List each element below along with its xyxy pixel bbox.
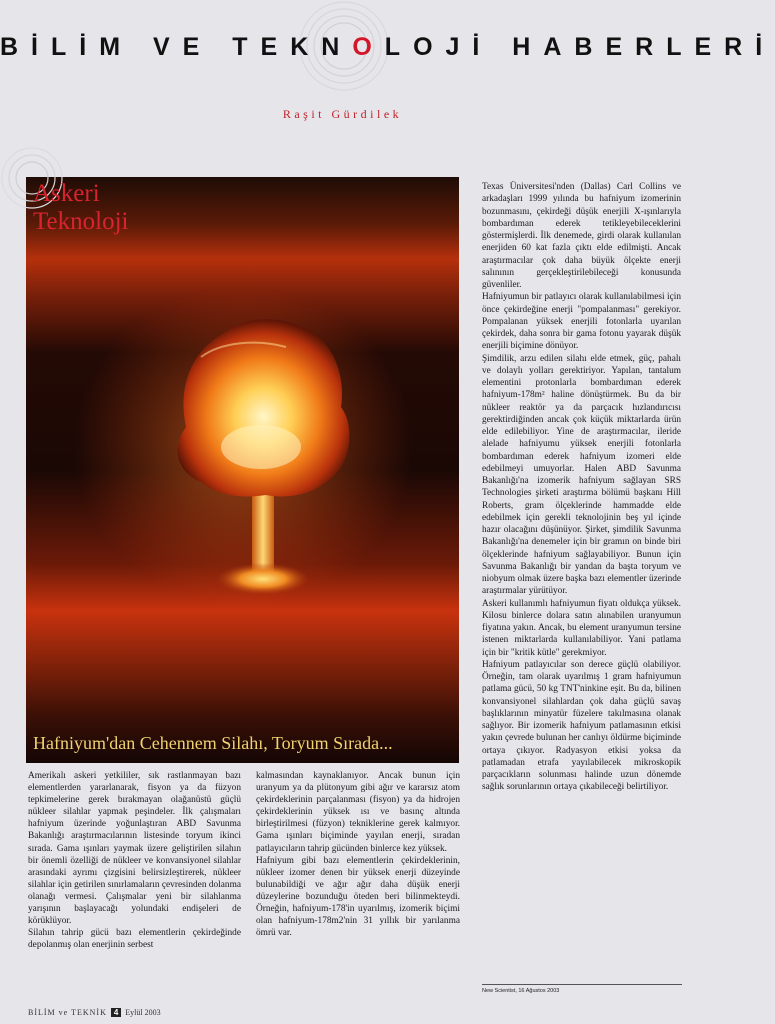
- page-footer: [28, 1008, 161, 1017]
- paragraph: Askeri kullanımlı hafniyumun fiyatı oldukça yüksek. Kilosu binlerce dolara satın alınabilen uranyumun fiyatına yakın. Ancak, bu element uranyumun tersine istenen miktarlarda kullanılabiliyor. Yani patlama için bir "kritik kütle" gerekmiyor.: [482, 598, 681, 658]
- category-label: [33, 180, 128, 236]
- paragraph: Şimdilik, arzu edilen silahı elde etmek, güç, pahalı ve dolaylı yolları gerektiriyor. Yapılan, tantalum elementini protonlarla bombardıman ederek hafniyum-178m² haline dönüştürmek. Bu da bir nükleer reaktör ya da parçacık hızlandırıcısı gerektirdiğinden ancak çok küçük miktarlarda ürün elde edilebiliyor. Yine de araştırmacılar, ileride alelade hafniyumu yüksek enerjili fotonlarla bombardıman ederek hafniyum izomeri elde edebilmeyi umuyorlar. Halen ABD Savunma Bakanlığı'na izomerik hafniyum sağlayan SRS Technologies şirketi araştırma bölümü başkanı Hill Roberts, gram ölçeklerinde hammadde elde edebilmek için gerekli teknolojinin beş yıl içinde hazır olacağını düşünüyor. Şirket, şimdilik Savunma Bakanlığı'na denemeler için bir gramın on binde biri ölçeklerinde hafniyum sağlayabiliyor. Bunun için Savunma Bakanlığı bir yandan da başta toryum ve niobyum olmak üzere başka bazı elementler üzerinde araştırmalar yürütüyor.: [482, 353, 681, 597]
- section-title-part2: LOJİ HABERLERİ: [384, 33, 775, 61]
- section-title-o: O: [352, 33, 385, 61]
- paragraph: Texas Üniversitesi'nden (Dallas) Carl Collins ve arkadaşları 1999 yılında bu hafniyum izomerinin bozunmasını, çekirdeği düşük enerjili X-ışınlarıyla bombardıman ederek tetikleyebileceklerini göstermişlerdi. İlk denemede, girdi olarak kullanılan enerjiden 60 kat fazla çıktı elde edilmişti. Ancak araştırmacılar çok daha büyük ölçekte enerji salınının gerçekleştirilebileceği konusunda güvenliler.: [482, 182, 681, 290]
- section-title-part1: BİLİM VE TEKN: [0, 33, 353, 61]
- paragraph: Silahın tahrip gücü bazı elementlerin çekirdeğinde depolanmış olan enerjinin serbest: [28, 928, 241, 951]
- category-label-line1: Askeri: [33, 180, 100, 207]
- source-credit: New Scientist, 16 Ağustos 2003: [482, 988, 560, 994]
- paragraph: kalmasından kaynaklanıyor. Ancak bunun için uranyum ya da plütonyum gibi ağır ve kararsız atom çekirdeklerinin parçalanması (fisyon) ya da hidrojen çekirdeklerinin yüksek ısı ve basınç altında birleştirilmesi (füzyon) tekniklerine gerek kalmıyor. Gama ışınları biçiminde yayılan enerji, sıradan patlayıcıların tahrip gücünden binlerce kez yüksek.: [256, 771, 460, 854]
- mushroom-cloud-image: [26, 177, 459, 763]
- source-divider: [482, 984, 682, 985]
- paragraph: Hafniyumun bir patlayıcı olarak kullanılabilmesi için önce çekirdeğine enerji "pompalanması" gerekiyor. Pompalanan yüksek enerjili fotonlarla uyarılan çekirdek, daha sonra bir gama fotonu yayarak düşük enerjili biçimine dönüyor.: [482, 292, 681, 352]
- article-caption: Hafniyum'dan Cehennem Silahı, Toryum Sırada...: [33, 733, 393, 753]
- page-number: 4: [111, 1008, 121, 1017]
- section-title: [0, 33, 775, 62]
- article-column-left: [28, 770, 241, 951]
- paragraph: Amerikalı askeri yetkililer, sık rastlanmayan bazı elementlerden yararlanarak, fisyon ya da füzyon tepkimelerine gerek bırakmayan olağanüstü güçlü nükleer silahlar yapmak peşindeler. İlk çalışmaları hafniyum üzerinde yoğunlaştıran ABD Savunma Bakanlığı araştırmacılarının listesinde toryum ikinci sırada. Gama ışınları yaymak üzere geliştirilen silahın bir önemli özelliği de nükleer ve konvansiyonel silahlar arasındaki ayrımı çizgisini belirsizleştirerek, nükleer silahlar için getirilen sınırlamaların çevresinden dolanma olanağı vermesi. Çalışmalar yeni bir silahlanma yarışının başlayacağı yolundaki endişeleri de körüklüyor.: [28, 771, 242, 927]
- article-column-middle: [256, 770, 460, 939]
- issue-date: Eylül 2003: [125, 1008, 161, 1017]
- author-name: Raşit Gürdilek: [282, 107, 403, 121]
- article-column-right: [482, 181, 681, 794]
- mushroom-cloud-illustration: [26, 177, 459, 763]
- magazine-brand: BİLİM ve TEKNİK: [28, 1008, 107, 1017]
- paragraph: Hafniyum gibi bazı elementlerin çekirdeklerinin, nükleer izomer denen bir yüksek enerji düzeyinde bulunabildiği ve ağır ağır daha düşük enerji düzeylerine bozunduğu öteden beri bilinmekteydi. Örneğin, hafniyum-178'in uyarılmış, izomerik biçimi olan hafniyum-178m2'nin 31 yıllık bir yarılanma ömrü var.: [256, 855, 460, 939]
- category-label-line2: Teknoloji: [33, 208, 129, 235]
- paragraph: Hafniyum patlayıcılar son derece güçlü olabiliyor. Örneğin, tam olarak uyarılmış 1 gram hafniyumun patlama gücü, 50 kg TNT'ninkine eşit. Bu da, bilinen konvansiyonel silahlardan çok daha güçlü savaş başlıklarının minyatür füzelere takılmasına olanak sağlıyor. Bir izomerik hafniyum patlamasının etkisi yakın çevrede bulunan her canlıyı öldürme biçiminde ortaya çıkıyor. Radyasyon etkisi yoksa da patlamadan etrafa yayılabilecek mikroskopik parçacıkların solunması halinde uzun dönemde sağlık sorunlarının ortaya çıkabileceği belirtiliyor.: [482, 659, 681, 793]
